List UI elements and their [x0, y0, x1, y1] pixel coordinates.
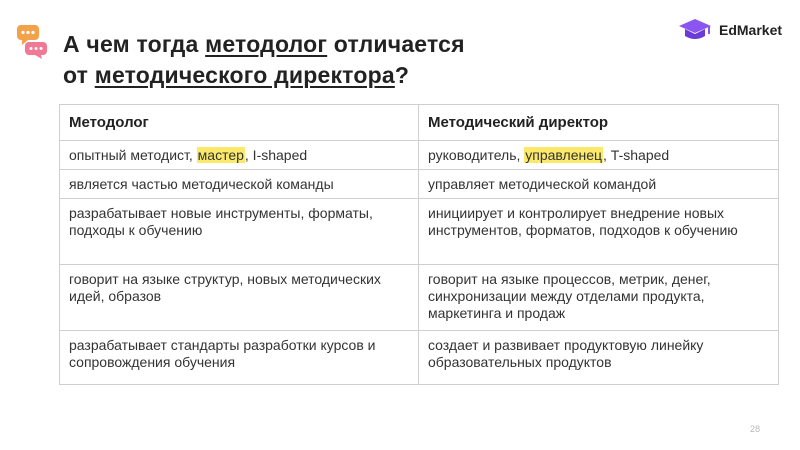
title-line-1: [63, 29, 465, 60]
table-row: [60, 170, 779, 199]
table-header-row: [60, 105, 779, 141]
table-cell-left: разрабатывает новые инструменты, форматы, подходы к обучению: [60, 199, 419, 265]
table-row: [60, 199, 779, 265]
cell-text: , I-shaped: [244, 147, 308, 163]
table-cell-left: говорит на языке структур, новых методических идей, образов: [60, 265, 419, 331]
title-underlined-term: методолог: [205, 31, 328, 57]
brand-name: EdMarket: [719, 22, 783, 38]
chat-bubbles-icon: [17, 25, 47, 59]
table-row: [60, 141, 779, 170]
comparison-table: [59, 104, 779, 385]
table-cell-left: разрабатывает стандарты разработки курсов и сопровождения обучения: [60, 331, 419, 385]
highlighted-term: управленец: [525, 147, 603, 163]
highlighted-term: мастер: [197, 147, 244, 163]
cell-text: опытный методист,: [69, 147, 197, 163]
table-row: [60, 331, 779, 385]
brand-logo: [678, 18, 782, 42]
table-cell-right: говорит на языке процессов, метрик, денег, синхронизации между отделами продукта, маркетинга и продаж: [419, 265, 779, 331]
cell-text: руководитель,: [428, 147, 525, 163]
cell-text: , T-shaped: [603, 147, 670, 163]
column-header-methodical-director: Методический директор: [419, 105, 779, 141]
page-number: 28: [750, 424, 761, 434]
table-cell-right: создает и развивает продуктовую линейку образовательных продуктов: [419, 331, 779, 385]
table-cell-right: управляет методической командой: [419, 170, 779, 199]
title-text: ?: [394, 62, 410, 88]
table-row: [60, 265, 779, 331]
table-cell-left: [60, 141, 419, 170]
title-text: А чем тогда: [63, 31, 206, 57]
title-text: от: [63, 62, 95, 88]
table-cell-left: является частью методической команды: [60, 170, 419, 199]
table-cell-right: инициирует и контролирует внедрение новых инструментов, форматов, подходов к обучению: [419, 199, 779, 265]
title-underlined-term: методического директора: [94, 62, 395, 88]
slide-title: [63, 29, 465, 91]
column-header-methodologist: Методолог: [60, 105, 419, 141]
graduation-cap-icon: [678, 18, 712, 42]
title-line-2: [63, 60, 465, 91]
title-text: отличается: [327, 31, 465, 57]
table-cell-right: [419, 141, 779, 170]
